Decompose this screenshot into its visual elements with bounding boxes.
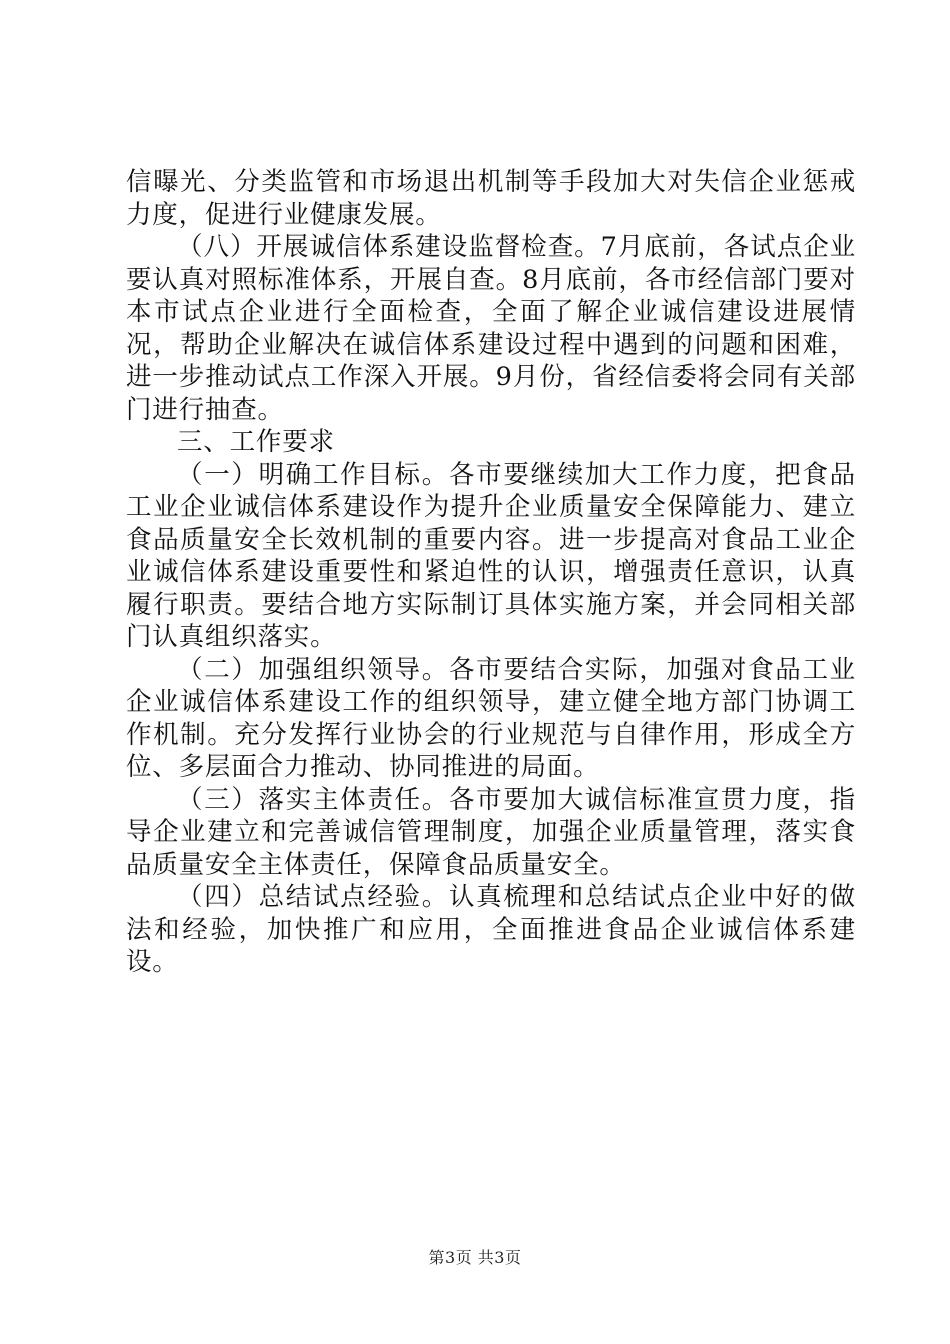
paragraph-3: （一）明确工作目标。各市要继续加大工作力度，把食品工业企业诚信体系建设作为提升企业质量安全保障能力、建立食品质量安全长效机制的重要内容。进一步提高对食品工业企业诚信体系建设重要性和紧迫性的认识，增强责任意识，认真履行职责。要结合地方实际制订具体实施方案，并会同相关部门认真组织落实。 [126,459,856,652]
paragraph-4: （二）加强组织领导。各市要结合实际，加强对食品工业企业诚信体系建设工作的组织领导，建立健全地方部门协调工作机制。充分发挥行业协会的行业规范与自律作用，形成全方位、多层面合力推动、协同推进的局面。 [126,654,856,782]
paragraph-5: （三）落实主体责任。各市要加大诚信标准宣贯力度，指导企业建立和完善诚信管理制度，加强企业质量管理，落实食品质量安全主体责任，保障食品质量安全。 [126,784,856,880]
paragraph-6: （四）总结试点经验。认真梳理和总结试点企业中好的做法和经验，加快推广和应用，全面推进食品企业诚信体系建设。 [126,882,856,977]
body-text [126,166,856,979]
paragraph-2: （八）开展诚信体系建设监督检查。7月底前，各试点企业要认真对照标准体系，开展自查。8月底前，各市经信部门要对本市试点企业进行全面检查，全面了解企业诚信建设进展情况，帮助企业解决在诚信体系建设过程中遇到的问题和困难，进一步推动试点工作深入开展。9月份，省经信委将会同有关部门进行抽查。 [126,232,856,425]
section-heading: 三、工作要求 [177,427,335,457]
page-footer: 第3页 共3页 [428,1248,522,1267]
paragraph-1: 信曝光、分类监管和市场退出机制等手段加大对失信企业惩戒力度，促进行业健康发展。 [126,167,856,230]
